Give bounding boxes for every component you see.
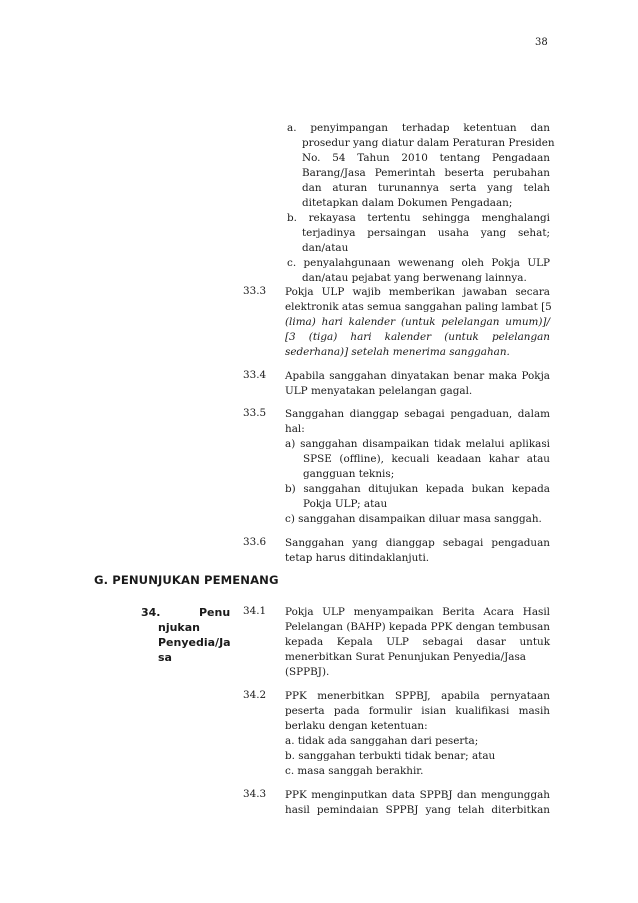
- clause-number-33-5: 33.5: [243, 407, 267, 419]
- clause-33-5-item: a) sanggahan disampaikan tidak melalui aplikasi: [285, 438, 550, 450]
- item-a-line: Barang/Jasa Pemerintah beserta perubahan: [302, 167, 550, 179]
- clause-33-5-line: Sanggahan dianggap sebagai pengaduan, dalam: [285, 408, 550, 420]
- clause-number-33-3: 33.3: [243, 285, 267, 297]
- item-b-line: terjadinya persaingan usaha yang sehat;: [302, 227, 550, 239]
- item-a-line: dan aturan turunannya serta yang telah: [302, 182, 550, 194]
- clause-34-2-line: berlaku dengan ketentuan:: [285, 720, 428, 732]
- item-c-line: dan/atau pejabat yang berwenang lainnya.: [302, 272, 527, 284]
- section-34-title-line: Penyedia/Ja: [158, 636, 231, 649]
- section-34-title-line: Penu: [199, 606, 231, 619]
- clause-34-2-item: c. masa sanggah berakhir.: [285, 765, 424, 777]
- clause-number-34-2: 34.2: [243, 689, 267, 701]
- clause-33-4-line: ULP menyatakan pelelangan gagal.: [285, 385, 473, 397]
- clause-34-2-line: peserta pada formulir isian kualifikasi masih: [285, 705, 550, 717]
- clause-33-3-line: (lima) hari kalender (untuk pelelangan umum)]/: [285, 316, 550, 328]
- page-number: 38: [535, 37, 548, 48]
- clause-34-2-item: a. tidak ada sanggahan dari peserta;: [285, 735, 479, 747]
- clause-34-1-line: (SPPBJ).: [285, 666, 330, 678]
- clause-number-33-6: 33.6: [243, 536, 267, 548]
- clause-33-5-item: c) sanggahan disampaikan diluar masa sanggah.: [285, 513, 542, 525]
- clause-number-33-4: 33.4: [243, 369, 267, 381]
- clause-33-3-line: Pokja ULP wajib memberikan jawaban secara: [285, 286, 550, 298]
- item-b-line: b. rekayasa tertentu sehingga menghalangi: [287, 212, 550, 224]
- clause-34-1-line: kepada Kepala ULP sebagai dasar untuk: [285, 636, 550, 648]
- section-34-number: 34.: [141, 606, 161, 619]
- item-b-line: dan/atau: [302, 242, 349, 254]
- clause-33-5-item: gangguan teknis;: [303, 468, 395, 480]
- clause-33-4-line: Apabila sanggahan dinyatakan benar maka Pokja: [285, 370, 550, 382]
- clause-33-5-item: b) sanggahan ditujukan kepada bukan kepada: [285, 483, 550, 495]
- clause-33-3-line: elektronik atas semua sanggahan paling lambat [5: [285, 301, 552, 313]
- section-heading: G. PENUNJUKAN PEMENANG: [94, 573, 279, 587]
- clause-number-34-3: 34.3: [243, 788, 267, 800]
- item-a-line: prosedur yang diatur dalam Peraturan Presiden: [302, 137, 555, 149]
- clause-33-5-item: SPSE (offline), kecuali keadaan kahar atau: [303, 453, 550, 465]
- clause-33-3-line: sederhana)] setelah menerima sanggahan.: [285, 346, 510, 358]
- item-a-line: No. 54 Tahun 2010 tentang Pengadaan: [302, 152, 550, 164]
- item-a-line: ditetapkan dalam Dokumen Pengadaan;: [302, 197, 513, 209]
- clause-33-3-line: [3 (tiga) hari kalender (untuk pelelangan: [285, 331, 550, 343]
- clause-33-5-line: hal:: [285, 423, 305, 435]
- item-c-line: c. penyalahgunaan wewenang oleh Pokja ULP: [287, 257, 550, 269]
- item-a-line: a. penyimpangan terhadap ketentuan dan: [287, 122, 550, 134]
- clause-34-3-line: hasil pemindaian SPPBJ yang telah diterbitkan: [285, 804, 550, 816]
- clause-34-1-line: Pelelangan (BAHP) kepada PPK dengan tembusan: [285, 621, 550, 633]
- clause-34-2-line: PPK menerbitkan SPPBJ, apabila pernyataan: [285, 690, 550, 702]
- clause-33-6-line: Sanggahan yang dianggap sebagai pengaduan: [285, 537, 550, 549]
- clause-33-6-line: tetap harus ditindaklanjuti.: [285, 552, 430, 564]
- section-34-title-line: sa: [158, 651, 172, 664]
- section-34-title-line: njukan: [158, 621, 201, 634]
- clause-34-1-line: Pokja ULP menyampaikan Berita Acara Hasil: [285, 606, 550, 618]
- clause-34-1-line: menerbitkan Surat Penunjukan Penyedia/Jasa: [285, 651, 526, 663]
- clause-34-3-line: PPK menginputkan data SPPBJ dan mengunggah: [285, 789, 550, 801]
- clause-33-5-item: Pokja ULP; atau: [303, 498, 388, 510]
- clause-34-2-item: b. sanggahan terbukti tidak benar; atau: [285, 750, 496, 762]
- clause-number-34-1: 34.1: [243, 605, 267, 617]
